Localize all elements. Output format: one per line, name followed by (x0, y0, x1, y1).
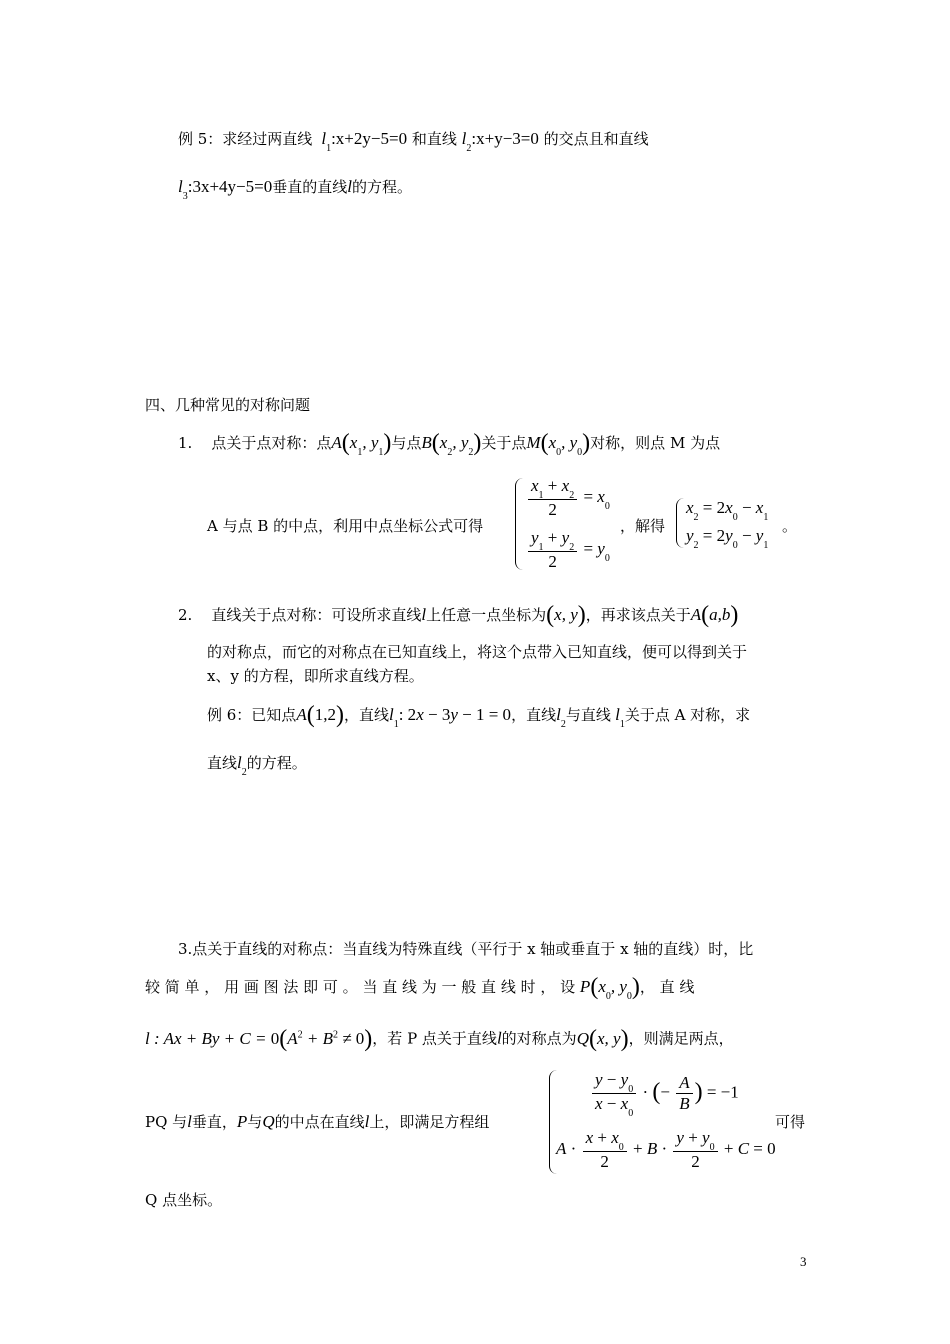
text: ，则满足两点， (628, 1029, 734, 1048)
text: 的对称点为 (501, 1029, 577, 1048)
example6-line2 (207, 752, 307, 777)
math-l1-eq: : 2x − 3y − 1 = 0 (398, 705, 512, 724)
text: 点关于点对称：点 (211, 434, 332, 452)
math-l: l (421, 605, 427, 624)
text: 较 简 单 ， 用 画 图 法 即 可 。 当 直 线 为 一 般 直 线 时 ， 设 (145, 978, 576, 996)
math-l1: $l_1$ (317, 129, 332, 154)
item3-line4 (145, 1111, 489, 1133)
text: 垂直的直线 (272, 178, 348, 196)
item1-line2: A 与点 B 的中点，利用中点坐标公式可得 (207, 517, 484, 535)
math-l2: $l_2$ (556, 705, 566, 730)
math-l3-eq: :3x+4y−5=0 (187, 177, 273, 196)
item3-line2 (145, 974, 694, 1001)
midpoint-eq-y: $\frac{y_1 + y_2}{2}$ = $y_0$ (526, 528, 610, 572)
section-heading: 四、几种常见的对称问题 (145, 396, 311, 414)
midpoint-eq-x: $\frac{x_1 + x_2}{2}$ = $x_0$ (526, 476, 610, 520)
item2-line2: 的对称点，而它的对称点在已知直线上，将这个点带入已知直线，便可以得到关于 (207, 643, 748, 661)
math-point-m: $M(x_0$, $y_0$) (526, 430, 591, 458)
math-l: l (347, 177, 352, 196)
example5-line2 (178, 176, 412, 201)
example5-line1 (178, 128, 649, 153)
solution-eq-y: $y_2 = 2y_0 - y_1$ (686, 526, 769, 551)
solution-brace (676, 498, 685, 548)
text: 直线关于点对称：可设所求直线 (211, 606, 422, 624)
math-p: P (236, 1112, 248, 1131)
text-obtain: 可得 (775, 1113, 806, 1131)
solution-eq-x: $x_2 = 2x_0 - x_1$ (686, 498, 769, 523)
item-number: 2. (178, 606, 193, 624)
text: 例 5：求经过两直线 (178, 130, 313, 148)
math-point-a: $A(x_1$, $y_1$) (331, 430, 392, 458)
page-number: 3 (800, 1254, 807, 1269)
text: 与直线 (565, 706, 611, 724)
text-period: 。 (782, 517, 798, 535)
math-l1-eq: :x+2y−5=0 (331, 129, 408, 148)
math-point-q: Q(x, y) (576, 1025, 629, 1052)
item3-line3 (145, 1024, 734, 1050)
text: 的方程。 (351, 178, 412, 196)
text: 和直线 (411, 130, 457, 148)
item1-line1 (178, 430, 720, 457)
item2-line1 (178, 602, 738, 626)
text: 上，即满足方程组 (369, 1113, 490, 1131)
item3-line5: Q 点坐标。 (145, 1191, 223, 1209)
midpoint-on-line-eq: A · $\frac{x + x_0}{2}$ + B · $\frac{y + y_0}{2}$ + C = 0 (556, 1128, 776, 1171)
text: 垂直， (191, 1113, 237, 1131)
text: 关于点 (481, 434, 527, 452)
text: 的交点且和直线 (543, 130, 649, 148)
math-q: Q (262, 1112, 275, 1131)
text: ， 直 线 (639, 978, 695, 996)
math-point-b: $B(x_2$, $y_2$) (421, 430, 482, 458)
math-point-p: $P(x_0$, $y_0$) (579, 974, 640, 1002)
math-l: l (496, 1028, 502, 1048)
math-point-xy: (x, y) (546, 602, 586, 628)
text-solve: ，解得 (620, 517, 666, 535)
math-l2: $l_2$ (461, 129, 472, 154)
text: ，直线 (343, 706, 389, 724)
text: 与 (247, 1113, 263, 1131)
item-number: 1. (178, 434, 193, 452)
math-l1: $l_1$ (610, 705, 625, 730)
text: ，直线 (511, 706, 557, 724)
math-l: l (364, 1112, 370, 1131)
text: 的方程。 (246, 754, 307, 772)
item3-line1: 3.点关于直线的对称点：当直线为特殊直线（平行于 x 轴或垂直于 x 轴的直线）时，比 (178, 940, 754, 958)
math-line-eq: l : $Ax + By + C = 0(A^2 + B^2 \ne 0)$ (145, 1025, 373, 1052)
text: 的中点在直线 (274, 1113, 365, 1131)
math-l2-eq: :x+y−3=0 (471, 129, 539, 148)
text: ，若 P 点关于直线 (372, 1029, 497, 1048)
system-brace (515, 478, 524, 570)
math-point-a12: A(1,2) (296, 702, 344, 728)
text: 直线 (207, 754, 238, 772)
text: 例 6：已知点 (207, 706, 297, 724)
math-l: l (187, 1112, 192, 1131)
text: 对称，则点 M 为点 (590, 434, 721, 452)
example6-line1 (207, 702, 750, 729)
math-l1: $l_1$ (388, 705, 399, 730)
text: 上任意一点坐标为 (426, 606, 547, 624)
math-point-ab: A(a,b) (690, 602, 739, 628)
math-l2: $l_2$ (237, 753, 247, 778)
text: 与点 (391, 434, 422, 452)
item2-line3: x、y 的方程，即所求直线方程。 (207, 667, 424, 685)
text: ，再求该点关于 (585, 606, 691, 624)
text: 关于点 A 对称，求 (624, 706, 751, 724)
perp-eq: $\frac{y - y_0}{x - x_0}$ · (− $\frac{A}{B}$ ) = −1 (590, 1070, 739, 1117)
math-l3: $l_3$ (178, 177, 188, 202)
text: PQ 与 (145, 1113, 188, 1131)
